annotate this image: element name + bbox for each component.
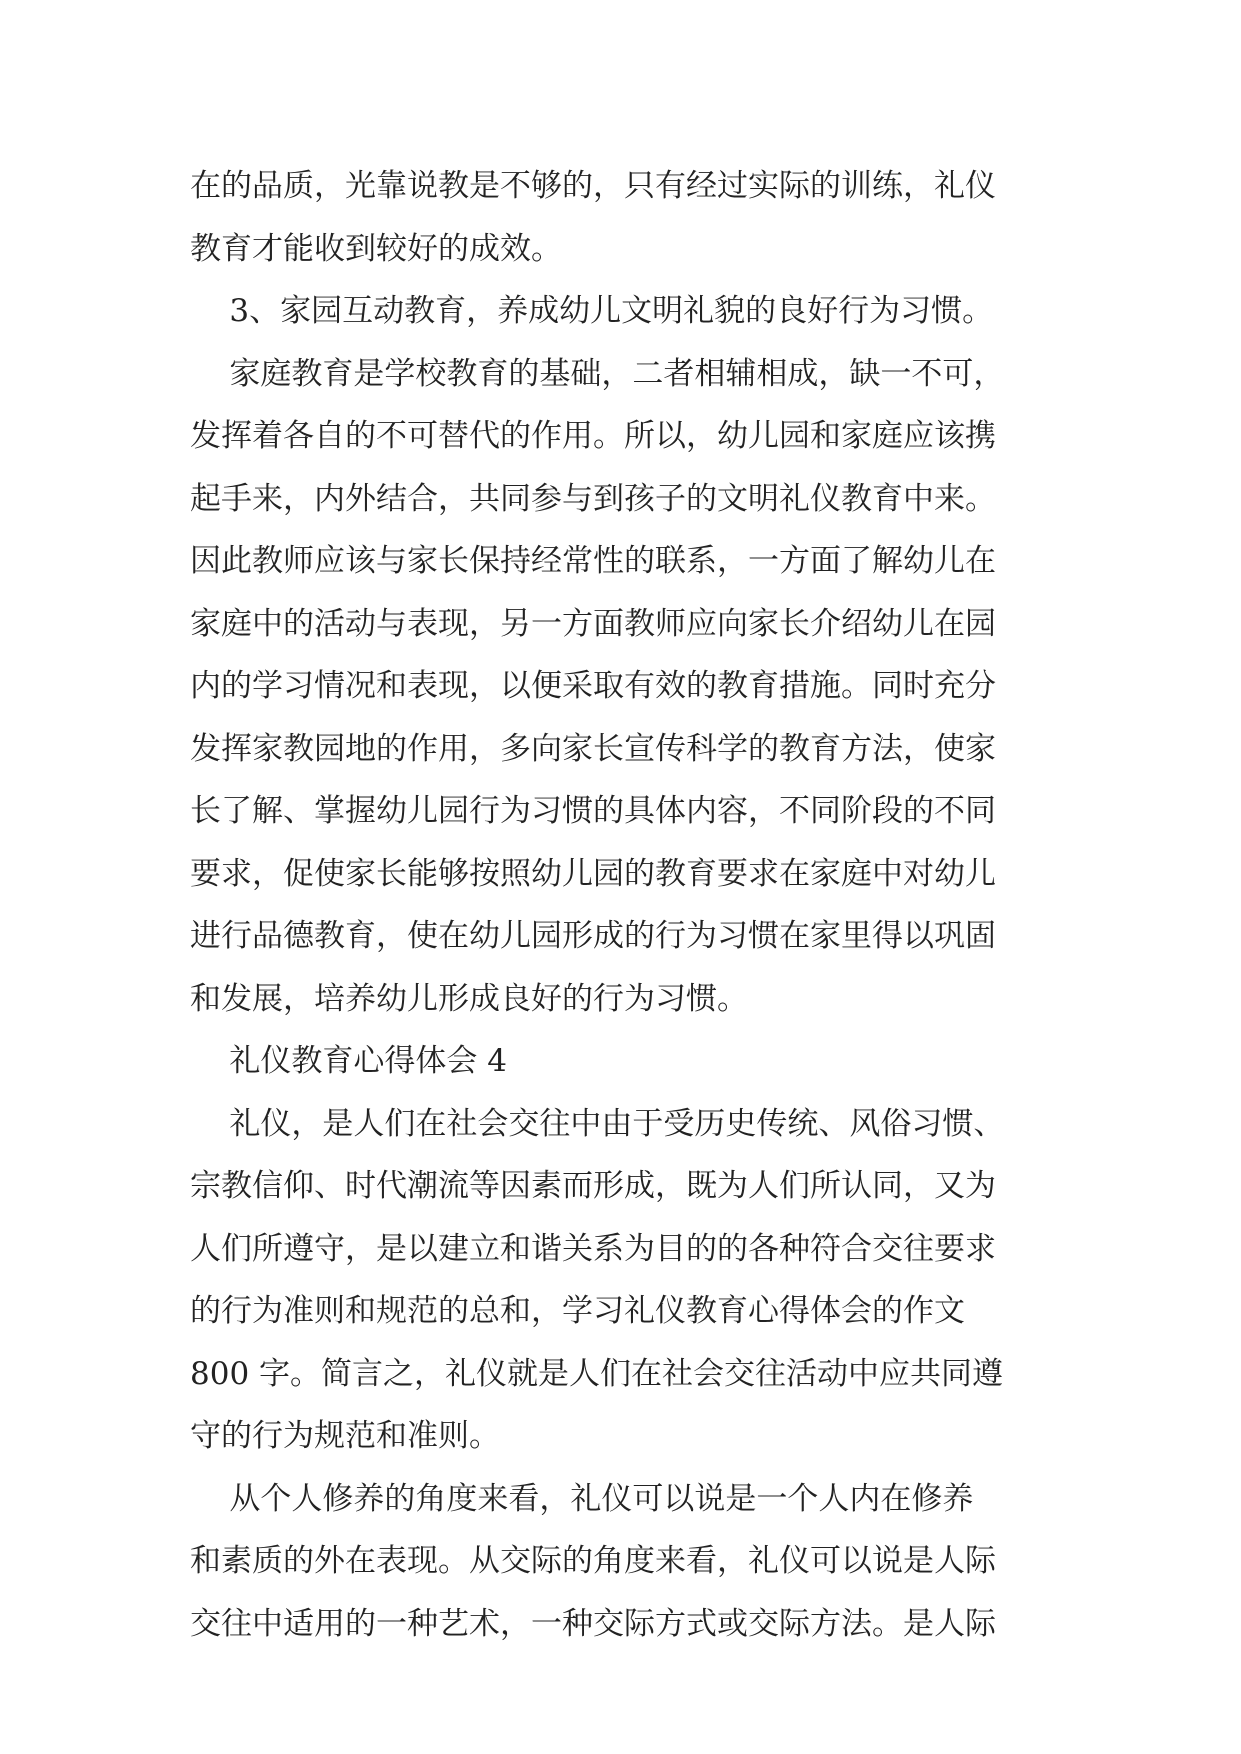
text-line: 宗教信仰、时代潮流等因素而形成，既为人们所认同，又为 <box>190 1168 996 1204</box>
section-heading: 礼仪教育心得体会 4 <box>190 1043 507 1079</box>
text-line: 在的品质，光靠说教是不够的，只有经过实际的训练，礼仪 <box>190 168 996 204</box>
text-line: 人们所遵守，是以建立和谐关系为目的的各种符合交往要求 <box>190 1230 996 1267</box>
text-line: 和素质的外在表现。从交际的角度来看，礼仪可以说是人际 <box>190 1543 996 1579</box>
text-line: 3、家园互动教育，养成幼儿文明礼貌的良好行为习惯。 <box>190 293 994 329</box>
text-line: 家庭中的活动与表现，另一方面教师应向家长介绍幼儿在园 <box>190 605 996 642</box>
text-line: 交往中适用的一种艺术，一种交际方式或交际方法。是人际 <box>190 1605 996 1642</box>
text-line: 家庭教育是学校教育的基础，二者相辅相成，缺一不可， <box>190 355 1005 392</box>
text-line: 因此教师应该与家长保持经常性的联系，一方面了解幼儿在 <box>190 543 996 579</box>
text-line: 内的学习情况和表现，以便采取有效的教育措施。同时充分 <box>190 668 996 704</box>
text-line: 从个人修养的角度来看，礼仪可以说是一个人内在修养 <box>190 1480 974 1517</box>
text-line: 礼仪，是人们在社会交往中由于受历史传统、风俗习惯、 <box>190 1105 1005 1142</box>
text-line: 进行品德教育，使在幼儿园形成的行为习惯在家里得以巩固 <box>190 918 996 954</box>
text-line: 和发展，培养幼儿形成良好的行为习惯。 <box>190 980 748 1017</box>
text-line: 发挥家教园地的作用，多向家长宣传科学的教育方法，使家 <box>190 730 996 767</box>
text-line: 守的行为规范和准则。 <box>190 1418 500 1454</box>
text-line: 的行为准则和规范的总和，学习礼仪教育心得体会的作文 <box>190 1293 965 1329</box>
text-line: 800 字。简言之，礼仪就是人们在社会交往活动中应共同遵 <box>190 1355 1004 1392</box>
text-line: 要求，促使家长能够按照幼儿园的教育要求在家庭中对幼儿 <box>190 855 996 892</box>
text-line: 教育才能收到较好的成效。 <box>190 230 562 267</box>
text-line: 发挥着各自的不可替代的作用。所以，幼儿园和家庭应该携 <box>190 418 996 454</box>
text-line: 长了解、掌握幼儿园行为习惯的具体内容，不同阶段的不同 <box>190 793 996 829</box>
text-line: 起手来，内外结合，共同参与到孩子的文明礼仪教育中来。 <box>190 480 996 517</box>
document-body <box>190 155 1050 1655</box>
